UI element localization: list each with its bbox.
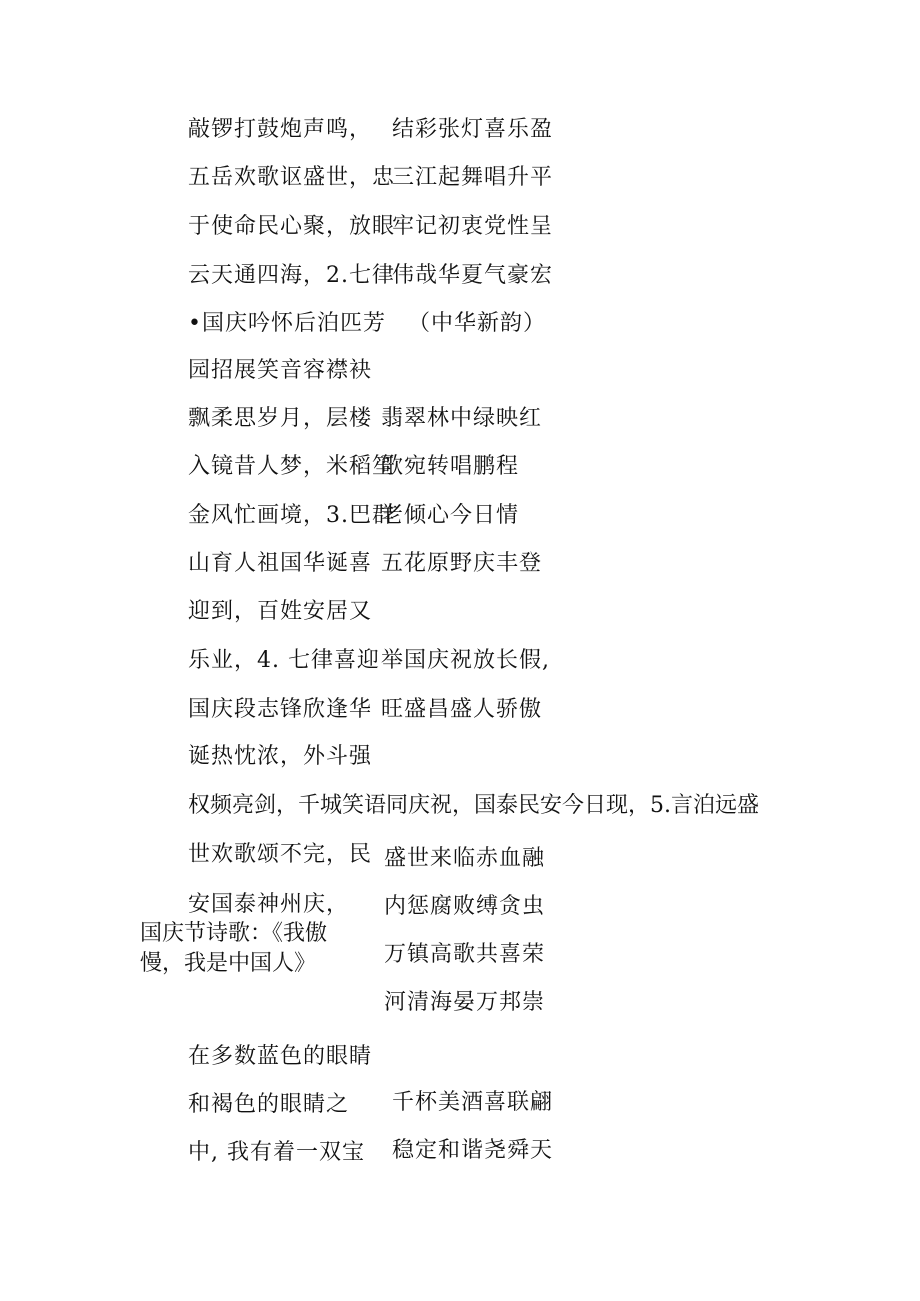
right-line-9: 五花原野庆丰登	[381, 551, 543, 576]
right-line-4: 伟哉华夏气豪宏	[392, 263, 554, 288]
left-line-11: 迎到，百姓安居又	[188, 599, 373, 624]
right-line-1: 结彩张灯喜乐盈	[392, 117, 554, 142]
left-line-2: 五岳欢歌讴盛世，忠	[188, 165, 396, 190]
left-line-9: 金风忙画境，3.巴群	[188, 503, 395, 528]
left-line-1: 敲锣打鼓炮声鸣，	[188, 117, 373, 142]
left-line-12: 乐业，4. 七律喜迎	[188, 648, 380, 673]
side-note-line-2: 慢，我是中国人》	[140, 951, 317, 976]
left-line-7: 飘柔思岁月，层楼	[188, 406, 373, 431]
left-line-5: •国庆吟怀后泊匹芳	[188, 311, 386, 336]
right-line-3: 牢记初衷党性呈	[392, 214, 554, 239]
left-line-10: 山育人祖国华诞喜	[188, 551, 373, 576]
left-line-20: 中, 我有着一双宝	[188, 1140, 365, 1165]
right-line-7: 歌宛转唱鹏程	[381, 454, 520, 479]
right-line-14: 万镇高歌共喜荣	[384, 942, 546, 967]
left-line-15: 权频亮剑，千城笑语同庆祝，国泰民安今日现，5.言泊远盛	[188, 793, 759, 818]
right-line-2: 三江起舞唱升平	[392, 165, 554, 190]
right-line-6: 翡翠林中绿映红	[381, 406, 543, 431]
left-line-6: 园招展笑音容襟袂	[188, 358, 373, 383]
left-line-3: 于使命民心聚，放眼	[188, 214, 396, 239]
right-line-5: （中华新韵）	[408, 311, 547, 336]
right-line-11: 旺盛昌盛人骄傲	[381, 697, 543, 722]
left-line-16: 世欢歌颂不完，民	[188, 842, 373, 867]
right-line-15: 河清海晏万邦崇	[384, 990, 546, 1015]
right-line-12: 盛世来临赤血融	[384, 846, 546, 871]
left-line-17: 安国泰神州庆，	[188, 892, 350, 917]
right-line-17: 稳定和谐尧舜天	[392, 1138, 554, 1163]
left-line-8: 入镜昔人梦，米稻笙	[188, 454, 396, 479]
right-line-16: 千杯美酒喜联翩	[392, 1090, 554, 1115]
left-line-13: 国庆段志锋欣逢华	[188, 697, 373, 722]
side-note-line-1: 国庆节诗歌：《我傲	[140, 921, 328, 946]
left-line-14: 诞热忱浓，外斗强	[188, 744, 373, 769]
right-line-8: 老倾心今日情	[381, 503, 520, 528]
left-line-18: 在多数蓝色的眼睛	[188, 1044, 373, 1069]
left-line-4: 云天通四海，2.七律	[188, 263, 395, 288]
right-line-13: 内惩腐败缚贪虫	[384, 894, 546, 919]
left-line-19: 和褐色的眼睛之	[188, 1092, 350, 1117]
right-line-10: 举国庆祝放长假,	[381, 648, 550, 673]
